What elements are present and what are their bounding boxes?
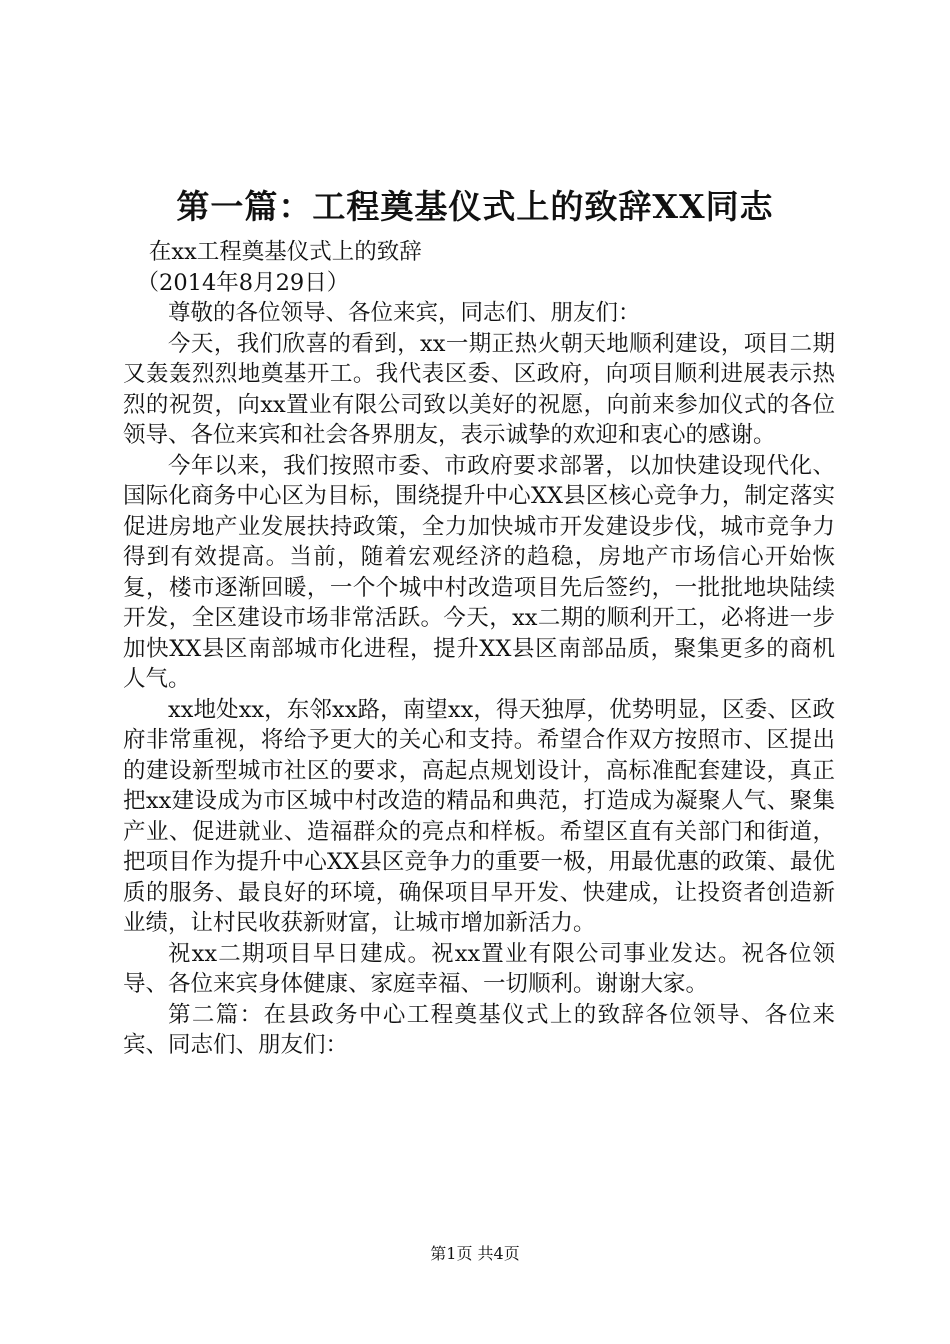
paragraph: 今天，我们欣喜的看到，xx一期正热火朝天地顺利建设，项目二期又轰轰烈烈地奠基开工。我代表区委、区政府，向项目顺利进展表示热烈的祝贺，向xx置业有限公司致以美好的祝愿，向前来参加仪式的各位领导、各位来宾和社会各界朋友，表示诚挚的欢迎和衷心的感谢。 (123, 330, 835, 448)
speech-date: （2014年8月29日） (136, 269, 350, 296)
salutation: 尊敬的各位领导、各位来宾，同志们、朋友们： (168, 300, 641, 326)
document-title: 第一篇：工程奠基仪式上的致辞XX同志 (176, 187, 774, 226)
document-body (123, 237, 835, 1061)
speech-subtitle: 在xx工程奠基仪式上的致辞 (148, 239, 422, 265)
paragraph: xx地处xx，东邻xx路，南望xx，得天独厚，优势明显，区委、区政府非常重视，将给予更大的关心和支持。希望合作双方按照市、区提出的建设新型城市社区的要求，高起点规划设计，高标准配套建设，真正把xx建设成为市区城中村改造的精品和典范，打造成为凝聚人气、聚集产业、促进就业、造福群众的亮点和样板。希望区直有关部门和街道，把项目作为提升中心XX县区竞争力的重要一极，用最优惠的政策、最优质的服务、最良好的环境，确保项目早开发、快建成，让投资者创造新业绩，让村民收获新财富，让城市增加新活力。 (123, 696, 835, 936)
paragraph: 祝xx二期项目早日建成。祝xx置业有限公司事业发达。祝各位领导、各位来宾身体健康、家庭幸福、一切顺利。谢谢大家。 (123, 940, 835, 997)
paragraph: 今年以来，我们按照市委、市政府要求部署，以加快建设现代化、国际化商务中心区为目标，围绕提升中心XX县区核心竞争力，制定落实促进房地产业发展扶持政策，全力加快城市开发建设步伐，城市竞争力得到有效提高。当前，随着宏观经济的趋稳，房地产市场信心开始恢复，楼市逐渐回暖，一个个城中村改造项目先后签约，一批批地块陆续开发，全区建设市场非常活跃。今天，xx二期的顺利开工，必将进一步加快XX县区南部城市化进程，提升XX县区南部品质，聚集更多的商机人气。 (123, 452, 835, 692)
page-number-footer: 第1页 共4页 (430, 1244, 520, 1263)
next-section-heading: 第二篇：在县政务中心工程奠基仪式上的致辞各位领导、各位来宾、同志们、朋友们： (123, 1001, 835, 1058)
